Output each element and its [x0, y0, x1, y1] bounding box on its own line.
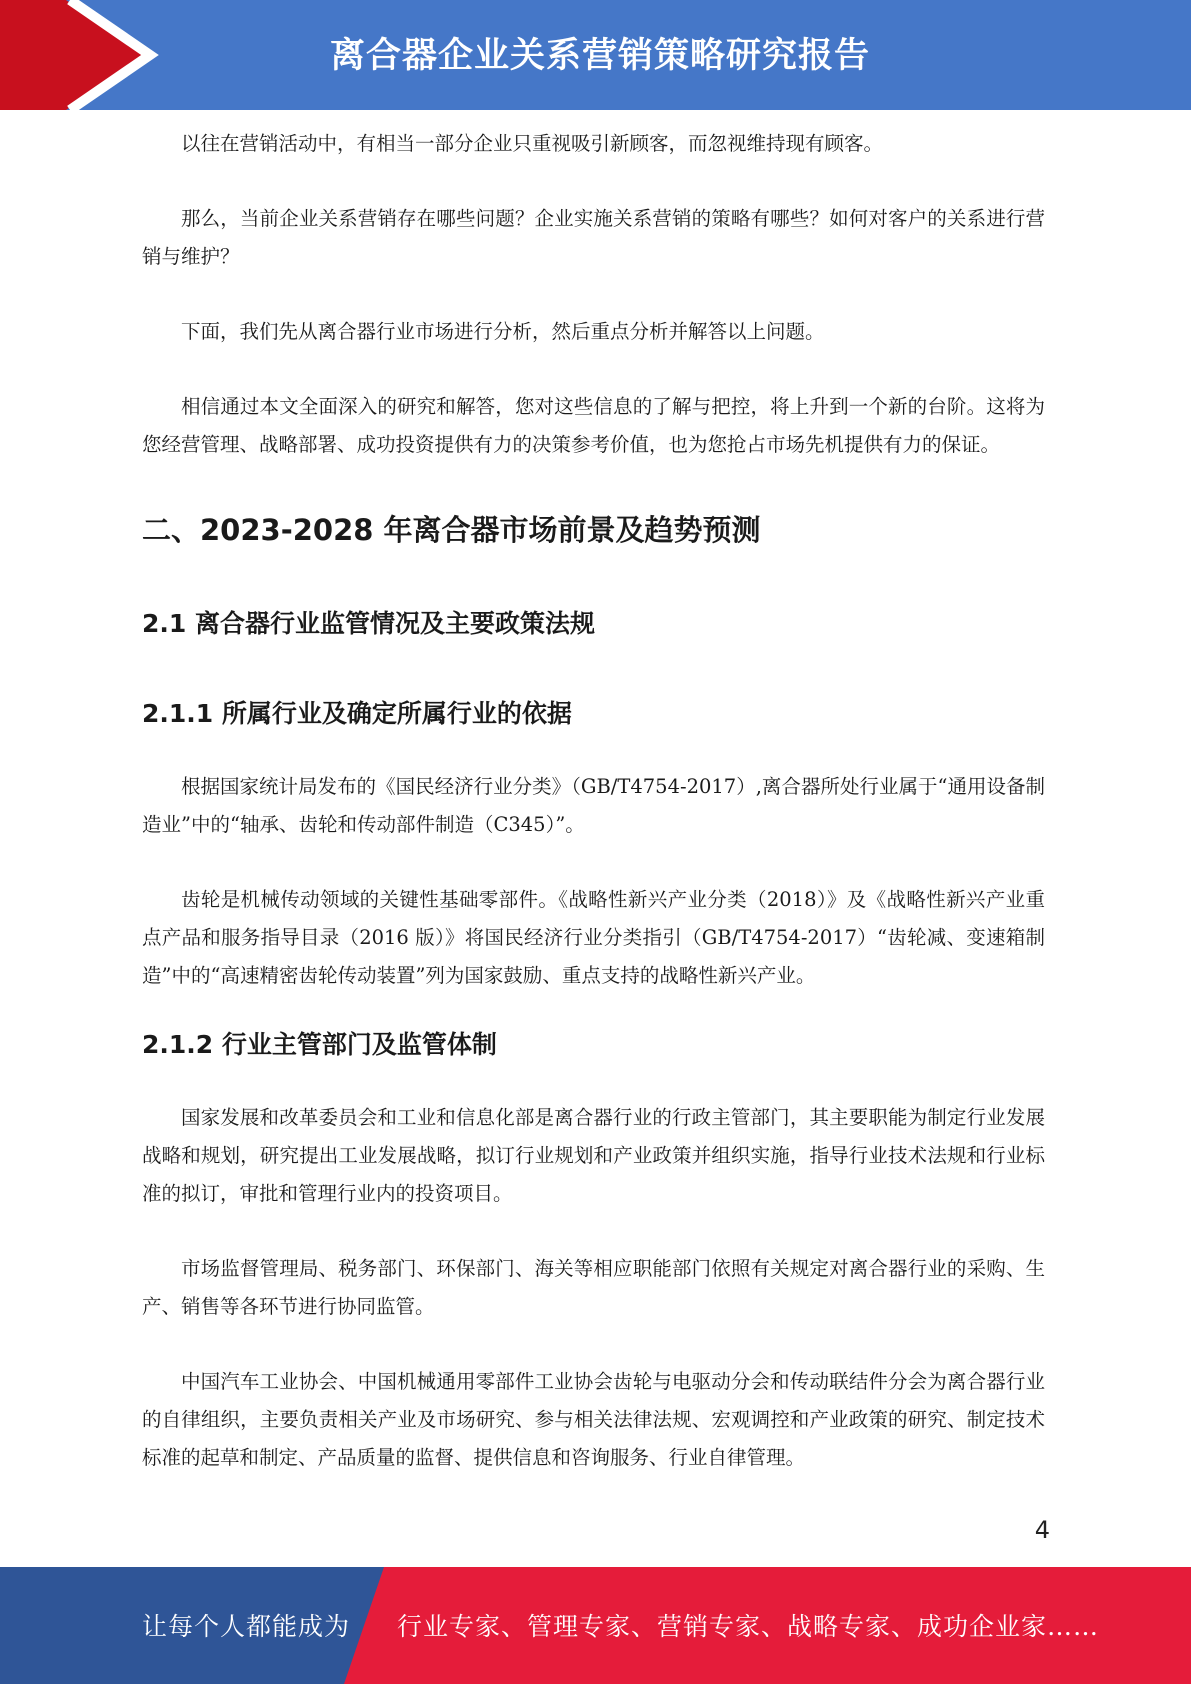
document-body — [142, 125, 1045, 1477]
page-footer — [0, 1567, 1191, 1684]
page-number: 4 — [1034, 1516, 1050, 1544]
paragraph: 那么，当前企业关系营销存在哪些问题？企业实施关系营销的策略有哪些？如何对客户的关系进行营销与维护？ — [142, 207, 1045, 268]
paragraph: 以往在营销活动中，有相当一部分企业只重视吸引新顾客，而忽视维持现有顾客。 — [181, 132, 884, 155]
paragraph: 中国汽车工业协会、中国机械通用零部件工业协会齿轮与电驱动分会和传动联结件分会为离合器行业的自律组织，主要负责相关产业及市场研究、参与相关法律法规、宏观调控和产业政策的研究、制定技术标准的起草和制定、产品质量的监督、提供信息和咨询服务、行业自律管理。 — [142, 1370, 1045, 1469]
paragraph: 根据国家统计局发布的《国民经济行业分类》（GB/T4754-2017）,离合器所处行业属于“通用设备制造业”中的“轴承、齿轮和传动部件制造（C345）”。 — [142, 775, 1045, 836]
section-heading: 二、2023-2028 年离合器市场前景及趋势预测 — [142, 513, 761, 547]
subsection-heading: 2.1 离合器行业监管情况及主要政策法规 — [142, 609, 595, 638]
page-header — [0, 0, 1191, 110]
subsection-heading: 2.1.1 所属行业及确定所属行业的依据 — [142, 699, 572, 728]
report-title: 离合器企业关系营销策略研究报告 — [330, 36, 871, 76]
subsection-heading: 2.1.2 行业主管部门及监管体制 — [142, 1030, 497, 1059]
paragraph: 国家发展和改革委员会和工业和信息化部是离合器行业的行政主管部门，其主要职能为制定行业发展战略和规划，研究提出工业发展战略，拟订行业规划和产业政策并组织实施，指导行业技术法规和行业标准的拟订，审批和管理行业内的投资项目。 — [142, 1106, 1045, 1205]
paragraph: 市场监督管理局、税务部门、环保部门、海关等相应职能部门依照有关规定对离合器行业的采购、生产、销售等各环节进行协同监管。 — [142, 1257, 1045, 1318]
paragraph: 相信通过本文全面深入的研究和解答，您对这些信息的了解与把控，将上升到一个新的台阶。这将为您经营管理、战略部署、成功投资提供有力的决策参考价值，也为您抢占市场先机提供有力的保证。 — [142, 395, 1045, 456]
footer-slogan-left: 让每个人都能成为 — [142, 1612, 351, 1641]
paragraph: 齿轮是机械传动领域的关键性基础零部件。《战略性新兴产业分类（2018）》及《战略性新兴产业重点产品和服务指导目录（2016 版）》将国民经济行业分类指引（GB/T4754-2017）“齿轮减、变速箱制造”中的“高速精密齿轮传动装置”列为国家鼓励、重点支持的战略性新兴产业。 — [142, 888, 1045, 987]
footer-slogan-right: 行业专家、管理专家、营销专家、战略专家、成功企业家…… — [397, 1612, 1100, 1641]
header-chevron-icon — [0, 0, 160, 110]
paragraph: 下面，我们先从离合器行业市场进行分析，然后重点分析并解答以上问题。 — [181, 320, 825, 343]
